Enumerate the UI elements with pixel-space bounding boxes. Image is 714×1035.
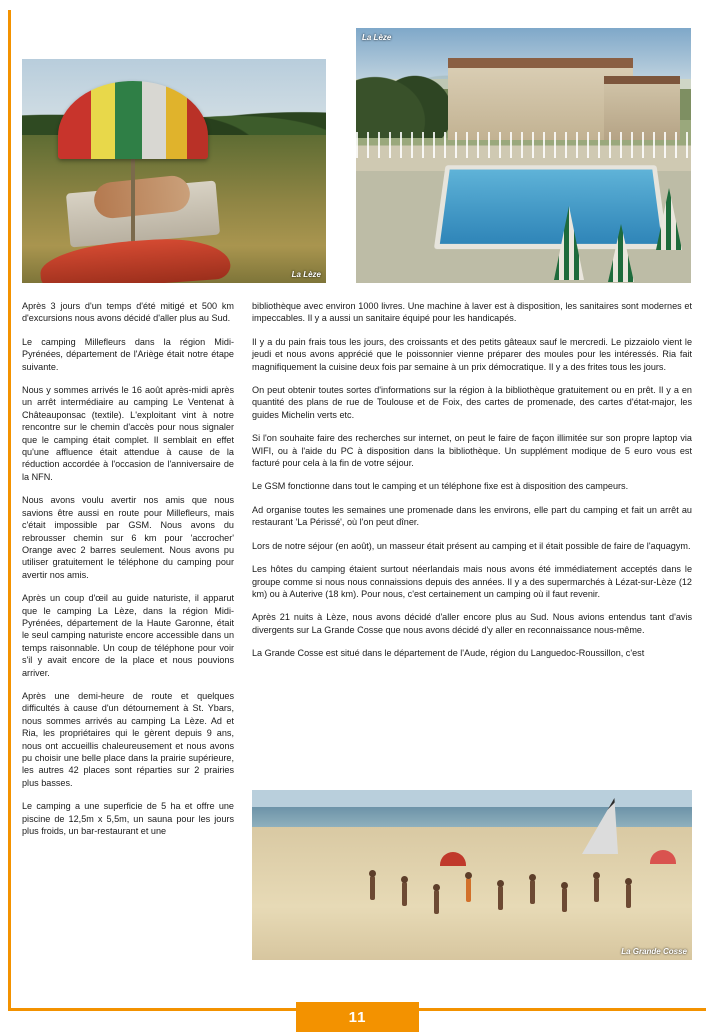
photo-umbrella-pole [131,155,135,247]
article-paragraph: Lors de notre séjour (en août), un masseur était présent au camping et il était possible de faire de l'aquagym. [252,540,691,551]
article-paragraph: Après 21 nuits à Lèze, nous avons décidé d'aller encore plus au Sud. Nous avions entendus tant d'avis divergents sur La Grande Cosse que nous avons décidé d'y aller en reconnaissance nous-même. [252,612,692,635]
photo-beach-player [530,880,535,904]
page-left-rule [8,10,11,1010]
photo-beach-volley [252,790,692,960]
photo-beach-player [466,878,471,902]
photo-beach-player [402,882,407,906]
article-paragraph: bibliothèque avec environ 1000 livres. Une machine à laver est à disposition, les sanitaires sont modernes et impeccables. Il y a aussi un sanitaire équipé pour les handicapés. [252,301,692,324]
article-paragraph: Après une demi-heure de route et quelques difficultés à cause d'un détournement à St. Ybars, nous sommes arrivés au camping La Lèze. Ad et Ria, les propriétaires qui le gèrent depuis 9 ans, nous ont accueillis chaleureusement et nous avons pu choisir une belle place dans la prairie supérieure, les autres 42 places sont réparties sur 2 prairies plus basses. [22,690,234,788]
article-paragraph: Après 3 jours d'un temps d'été mitigé et 500 km d'excursions nous avons décidé d'aller plus au Sud. [22,301,234,324]
article-column-left [22,300,234,837]
article-paragraph: On peut obtenir toutes sortes d'informations sur la région à la bibliothèque gratuitement ou en prêt. Il y a en quantité des plans de rue de Toulouse et de Foix, des cartes de promenade, des cartes d'état-major, les guides Michelin verts etc. [252,385,692,420]
article-paragraph: Ad organise toutes les semaines une promenade dans les environs, elle part du camping et fait un arrêt au restaurant 'La Périssé', où l'on peut dîner. [252,504,692,528]
article-paragraph: Si l'on souhaite faire des recherches sur internet, on peut le faire de façon illimitée sur son propre laptop via WIFI, ou à l'aide du PC à disposition dans la bibliothèque. Un supplément modique de 5 euro vous est facturé pour cela à la fin de votre séjour. [252,433,692,469]
photo-camping-lounger [22,59,326,283]
article-paragraph: Après un coup d'œil au guide naturiste, il apparut que le camping La Lèze, dans la région Midi-Pyrénées, département de la Haute Garonne, était le seul camping naturiste encore accessible dans un temps raisonnable. Un coup de téléphone pour voir s'il y avait encore de la place et nous pouvions arriver. [22,593,234,678]
photo-caption: La Lèze [362,33,392,42]
photo-beach-player [498,886,503,910]
photo-caption: La Lèze [291,270,321,279]
article-paragraph: Nous avons voulu avertir nos amis que nous savions être aussi en route pour Millefleurs, mais c'était impossible par GSM. Nous avons du rebrousser chemin sur 6 km pour 'accrocher' Orange avec 2 barres seulement. Nous avons pu utiliser gratuitement le téléphone du camping pour avertir nos amis. [22,495,234,580]
article-paragraph: Le camping Millefleurs dans la région Midi-Pyrénées, département de l'Ariège était notre étape suivante. [22,336,234,372]
photo-pool-house [356,28,691,283]
photo-beach-player [562,888,567,912]
article-paragraph: Il y a du pain frais tous les jours, des croissants et des petits gâteaux sauf le mercredi. Le pizzaiolo vient le jeudi et nous avons apprécié que le poissonnier vienne préparer des moules pour les intéressés. Ria fait magnifiquement la cuisine deux fois par semaine à un prix démocratique. Il y a des frites tous les jours. [252,336,692,372]
photo-beach-player [594,878,599,902]
article-column-right [252,300,692,660]
photo-beach-player [626,884,631,908]
article-paragraph: Nous y sommes arrivés le 16 août après-midi après un arrêt intermédiaire au camping Le Ventenat à Châteauponsac (textile). L'exploitant vint à notre rencontre sur le chemin d'accès pour nous signaler que le camping était complet. Il semblait en effet qu'une affluence était attendue à cause de la réduction accordée à l'occasion de l'anniversaire de la NFN. [22,385,234,482]
photo-side-building [604,76,680,140]
photo-beach-player [434,890,439,914]
photo-swimming-pool [434,165,668,249]
photo-caption: La Grande Cosse [621,947,687,956]
article-paragraph: Les hôtes du camping étaient surtout néerlandais mais nous avons été immédiatement acceptés dans le groupe comme si nous nous connaissions depuis des années. Il y a des supermarchés à Lézat-sur-Lèze (12 km) ou à Auterive (18 km). Pour nous, c'est certainement un camping où il faut revenir. [252,564,692,599]
photo-trees [356,54,451,138]
page-number: 11 [296,1002,419,1032]
photo-fence [356,132,691,158]
article-paragraph: Le GSM fonctionne dans tout le camping et un téléphone fixe est à disposition des campeurs. [252,481,629,492]
article-paragraph: La Grande Cosse est situé dans le département de l'Aude, région du Languedoc-Roussillon, c'est [252,648,645,659]
photo-beach-player [370,876,375,900]
article-paragraph: Le camping a une superficie de 5 ha et offre une piscine de 12,5m x 5,5m, un sauna pour les jours plus froids, un bar-restaurant et une [22,801,234,837]
photo-sea [252,807,692,827]
